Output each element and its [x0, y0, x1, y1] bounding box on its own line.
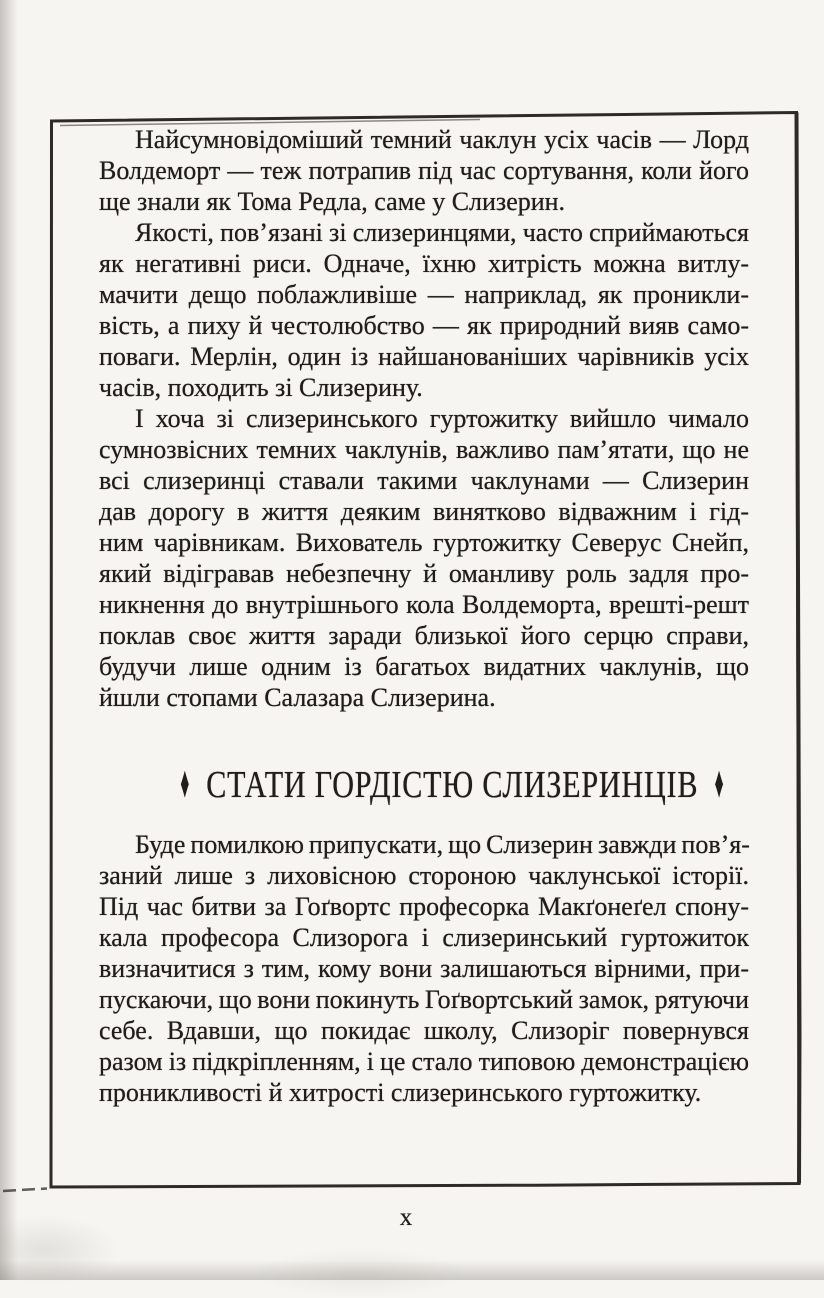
section-before-heading — [99, 124, 749, 713]
body-line-text: мачити дещо поблажливіше — наприклад, як проникли- — [99, 280, 749, 309]
body-line — [99, 341, 749, 372]
body-line-text: ще знали як Тома Редла, саме у Слизерин. — [99, 187, 566, 216]
body-line — [99, 891, 749, 922]
body-line-text: будучи лише одним із багатьох видатних чаклунів, що — [99, 652, 749, 681]
diamond-ornament-right: ♦ — [714, 758, 725, 808]
body-line-text: І хоча зі слизеринського гуртожитку вийшло чимало — [135, 404, 749, 433]
heading-inner — [172, 758, 732, 808]
body-line — [99, 465, 749, 496]
body-line — [99, 279, 749, 310]
section-heading — [99, 758, 749, 808]
body-line-text: Найсумновідоміший темний чаклун усіх часів — Лорд — [135, 125, 749, 154]
body-line — [99, 248, 749, 279]
body-line — [99, 922, 749, 953]
body-line-text: пускаючи, що вони покинуть Гоґвортський замок, рятуючи — [99, 985, 749, 1014]
body-line-text: йшли стопами Салазара Слизерина. — [99, 683, 496, 712]
body-line — [99, 217, 749, 248]
body-line-text: вість, а пиху й честолюбство — як природний вияв само- — [99, 311, 749, 340]
body-line-text: никнення до внутрішнього кола Волдеморта, врешті-решт — [99, 590, 749, 619]
body-line — [99, 558, 749, 589]
body-line — [99, 124, 749, 155]
text-layer — [99, 124, 749, 1108]
body-line-text: ним чарівникам. Вихователь гуртожитку Северус Снейп, — [99, 528, 749, 557]
body-line-text: Буде помилкою припускати, що Слизерин завжди пов’я- — [135, 830, 750, 859]
body-line — [99, 1046, 749, 1077]
body-line — [99, 1077, 749, 1108]
body-line — [99, 589, 749, 620]
page-number: x — [399, 1204, 413, 1231]
body-line — [99, 651, 749, 682]
body-line-text: сумнозвісних темних чаклунів, важливо пам’ятати, що не — [99, 435, 749, 464]
body-line — [99, 434, 749, 465]
body-line — [99, 155, 749, 186]
body-line — [99, 620, 749, 651]
diamond-ornament-left: ♦ — [180, 758, 190, 808]
body-line — [99, 682, 749, 713]
body-line — [99, 860, 749, 891]
body-line-text: який відігравав небезпечну й оманливу роль задля про- — [99, 559, 749, 588]
body-line — [99, 527, 749, 558]
body-line-text: як негативні риси. Одначе, їхню хитрість можна витлу- — [99, 249, 749, 278]
body-line-text: Під час битви за Гоґвортс професорка Макґонеґел спону- — [99, 892, 749, 921]
scan-artifact-dashes — [3, 1189, 47, 1192]
body-line-text: всі слизеринці ставали такими чаклунами — Слизерин — [99, 466, 749, 495]
body-line-text: проникливості й хитрості слизеринського гуртожитку. — [99, 1078, 702, 1107]
body-line — [99, 829, 749, 860]
body-line-text: кала професора Слизорога і слизеринський гуртожиток — [99, 923, 749, 952]
body-line — [99, 953, 749, 984]
body-line-text: поваги. Мерлін, один із найшанованіших чарівників усіх — [99, 342, 749, 371]
body-line — [99, 1015, 749, 1046]
body-line-text: визначитися з тим, кому вони залишаються вірними, при- — [99, 954, 749, 983]
section-after-heading — [99, 829, 749, 1108]
body-line — [99, 403, 749, 434]
body-line-text: Волдеморт — теж потрапив під час сортування, коли його — [99, 156, 749, 185]
body-line — [99, 310, 749, 341]
body-line — [99, 496, 749, 527]
body-line-text: часів, походить зі Слизерину. — [99, 373, 423, 402]
body-line-text: дав дорогу в життя деяким винятково відважним і гід- — [99, 497, 749, 526]
body-line — [99, 984, 749, 1015]
body-line-text: разом із підкріпленням, і це стало типовою демонстрацією — [99, 1047, 749, 1076]
heading-text: СТАТИ ГОРДІСТЮ СЛИЗЕРИНЦІВ — [206, 764, 699, 806]
body-line — [99, 186, 749, 217]
body-line — [99, 372, 749, 403]
body-line-text: поклав своє життя заради близької його серцю справи, — [99, 621, 749, 650]
body-line-text: себе. Вдавши, що покидає школу, Слизоріг повернувся — [99, 1016, 749, 1045]
body-line-text: заний лише з лиховісною стороною чаклунської історії. — [99, 861, 749, 890]
body-line-text: Якості, пов’язані зі слизеринцями, часто сприймаються — [135, 218, 749, 247]
frame-right-border — [797, 113, 800, 1184]
